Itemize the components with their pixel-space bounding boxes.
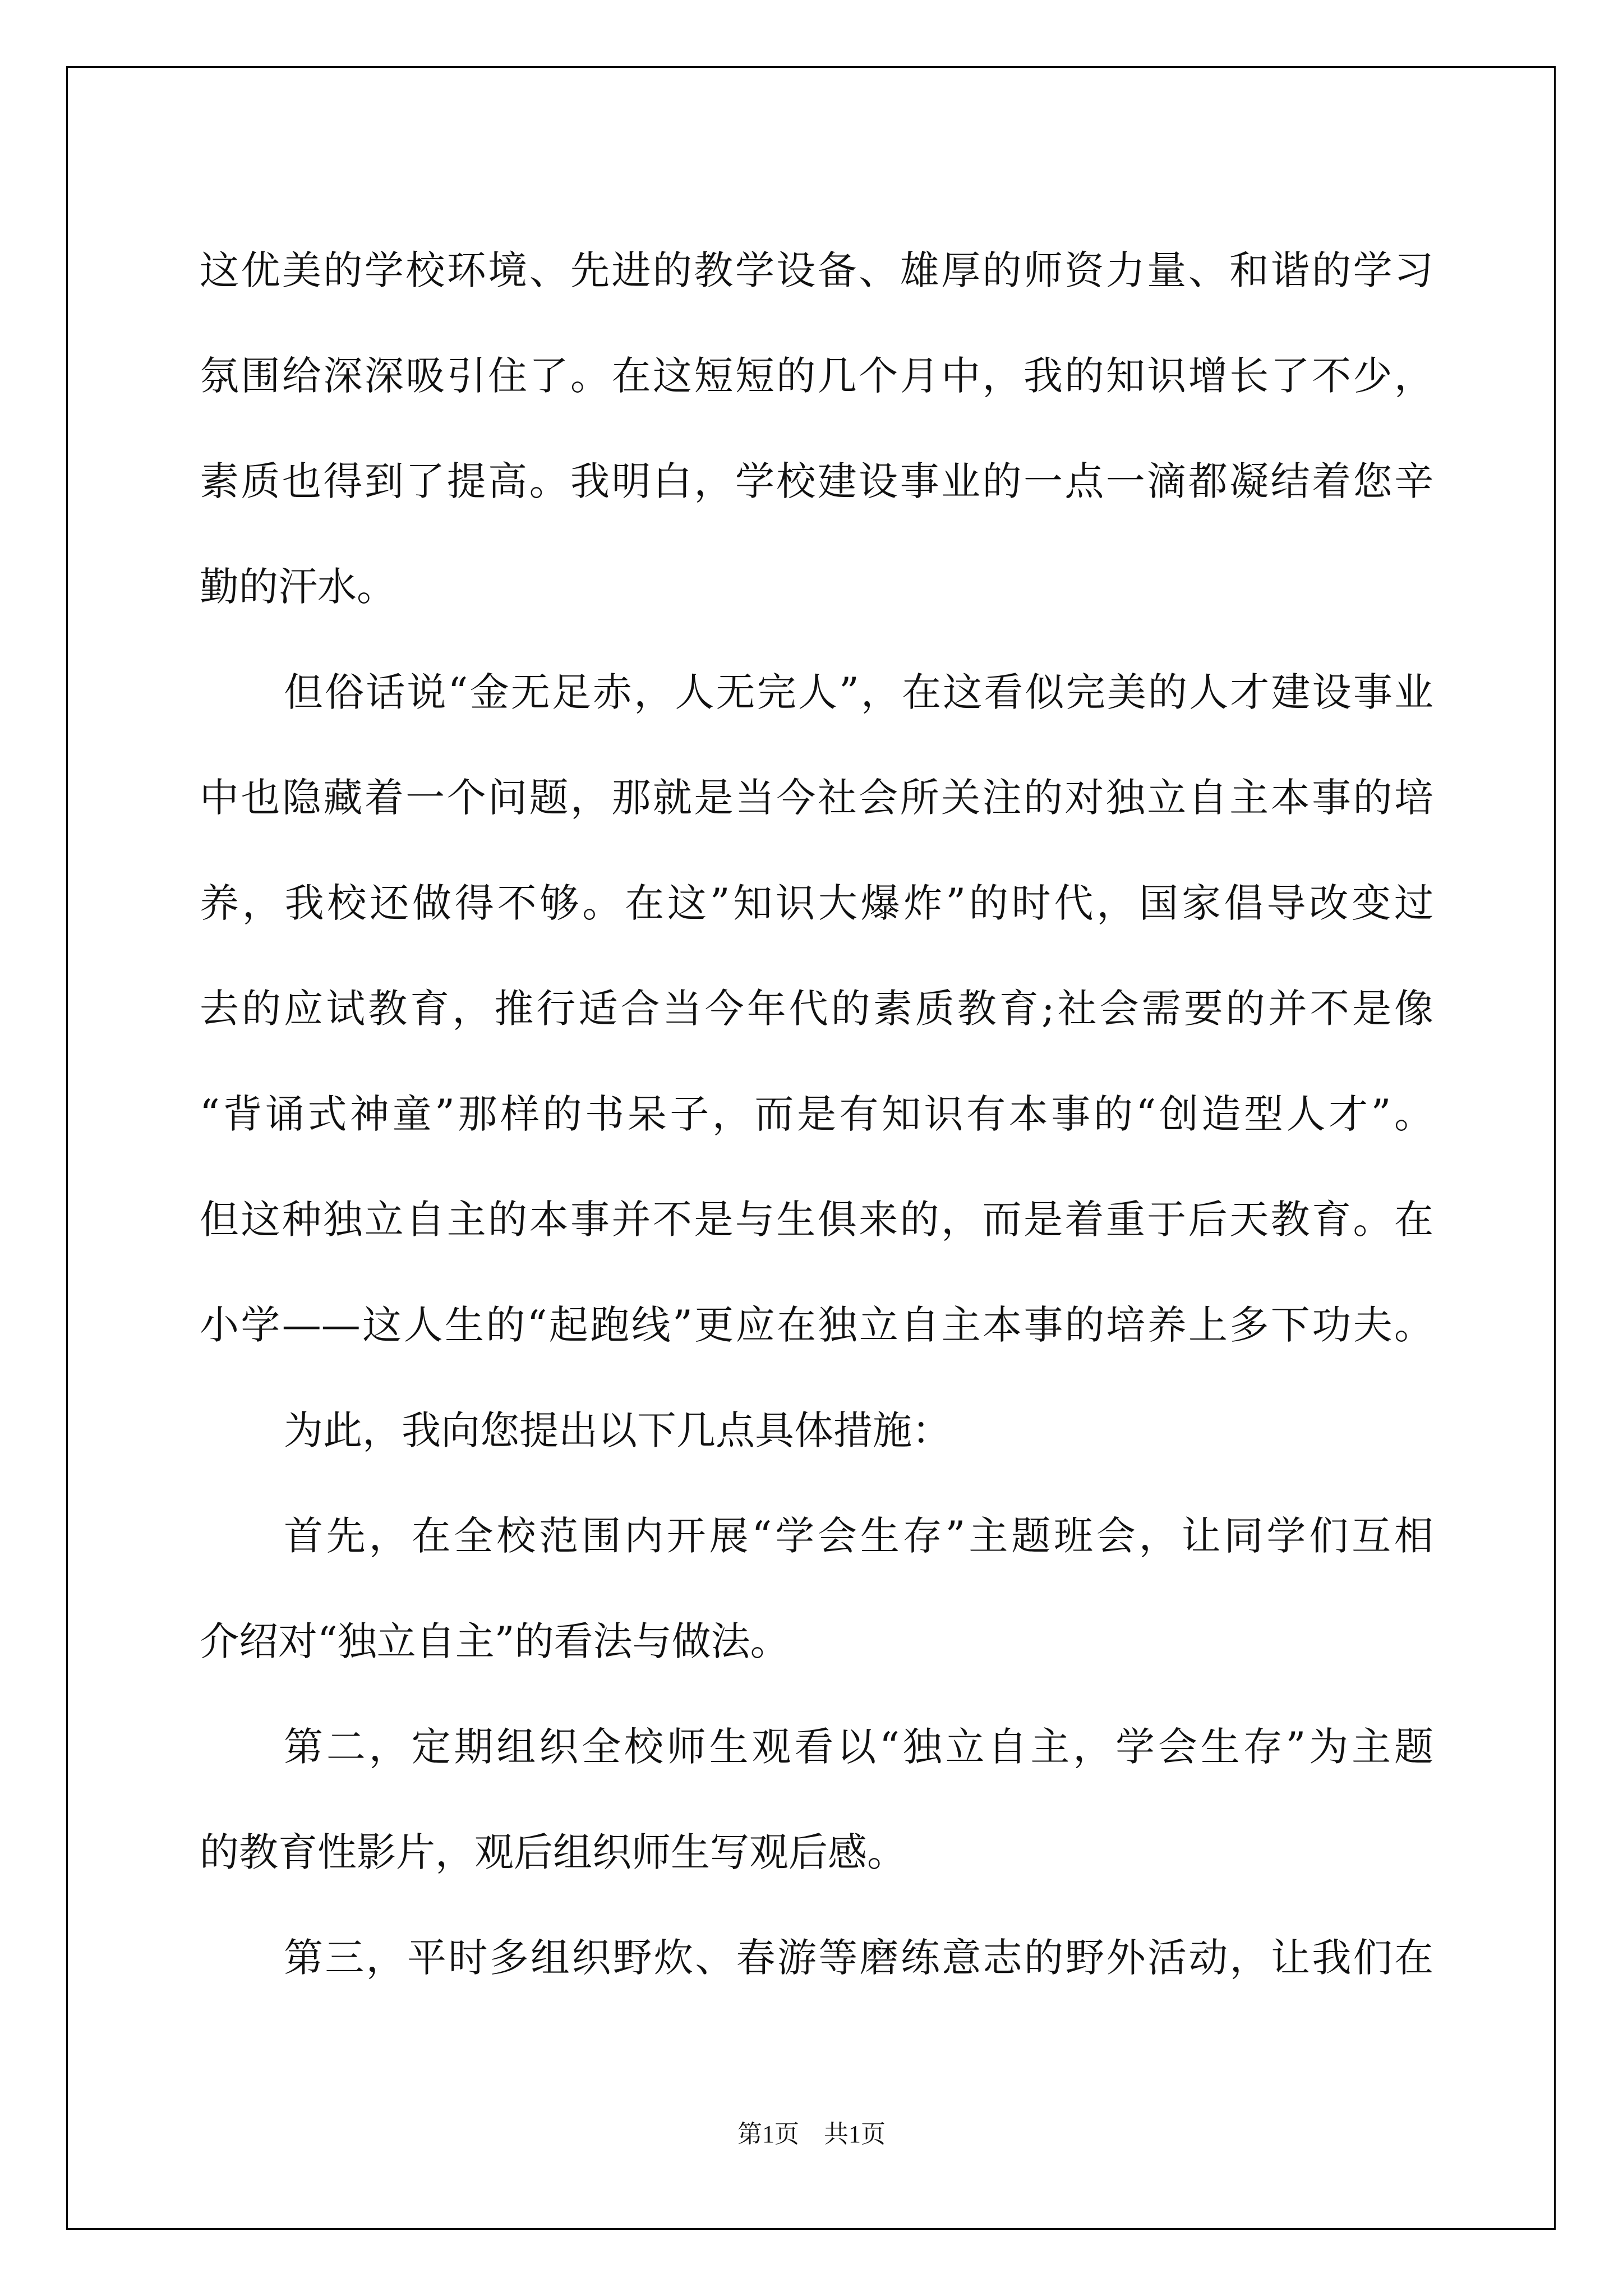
body-line: 小学——这人生的“起跑线”更应在独立自主本事的培养上多下功夫。 — [200, 1302, 1433, 1348]
body-line: 为此，我向您提出以下几点具体措施： — [284, 1407, 951, 1453]
body-line: 的教育性影片，观后组织师生写观后感。 — [200, 1829, 906, 1875]
body-line: 氛围给深深吸引住了。在这短短的几个月中，我的知识增长了不少， — [200, 353, 1433, 399]
body-line: 第二，定期组织全校师生观看以“独立自主，学会生存”为主题 — [284, 1724, 1433, 1770]
page-footer — [0, 2114, 1623, 2150]
body-line: “背诵式神童”那样的书呆子，而是有知识有本事的“创造型人才”。 — [200, 1091, 1433, 1137]
body-line: 第三，平时多组织野炊、春游等磨练意志的野外活动，让我们在 — [284, 1935, 1433, 1981]
body-line: 介绍对“独立自主”的看法与做法。 — [200, 1618, 790, 1664]
page-total: 共1页 — [824, 2120, 886, 2148]
body-line: 勤的汗水。 — [200, 564, 396, 610]
body-line: 去的应试教育，推行适合当今年代的素质教育;社会需要的并不是像 — [200, 986, 1433, 1032]
body-line: 中也隐藏着一个问题，那就是当今社会所关注的对独立自主本事的培 — [200, 775, 1433, 821]
body-line: 素质也得到了提高。我明白，学校建设事业的一点一滴都凝结着您辛 — [200, 458, 1433, 504]
page-number: 第1页 — [737, 2120, 799, 2148]
document-body — [200, 218, 1433, 2010]
body-line: 这优美的学校环境、先进的教学设备、雄厚的师资力量、和谐的学习 — [200, 247, 1433, 293]
body-line: 但俗话说“金无足赤，人无完人”，在这看似完美的人才建设事业 — [284, 669, 1433, 715]
body-line: 首先，在全校范围内开展“学会生存”主题班会，让同学们互相 — [284, 1513, 1433, 1559]
body-line: 但这种独立自主的本事并不是与生俱来的，而是着重于后天教育。在 — [200, 1197, 1433, 1243]
body-line: 养，我校还做得不够。在这”知识大爆炸”的时代，国家倡导改变过 — [200, 880, 1433, 926]
